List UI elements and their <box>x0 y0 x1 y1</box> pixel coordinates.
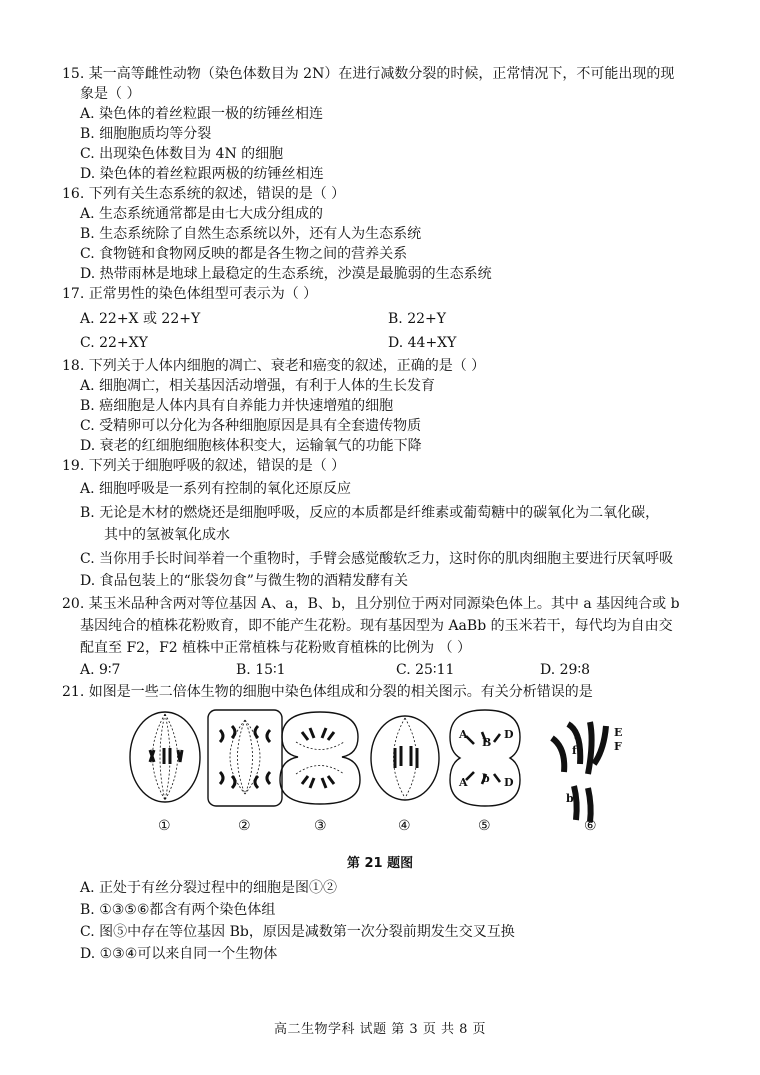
fig-label-1: ① <box>158 818 171 834</box>
q19-option-c: C. 当你用手长时间举着一个重物时，手臂会感觉酸软乏力，这时你的肌肉细胞主要进行厌氧呼吸 <box>80 551 674 567</box>
fig-label-3: ③ <box>314 818 327 834</box>
q15-option-b: B. 细胞胞质均等分裂 <box>80 126 212 142</box>
q17-option-c: C. 22+XY <box>80 335 148 351</box>
q20-option-a: A. 9∶7 <box>80 662 121 678</box>
q20-stem-line3: 配直至 F2，F2 植株中正常植株与花粉败育植株的比例为 （ ） <box>80 640 472 656</box>
q21-option-d: D. ①③④可以来自同一个生物体 <box>80 946 278 962</box>
gene-label: E <box>614 726 623 739</box>
q20-option-d: D. 29∶8 <box>540 662 590 678</box>
gene-label: A <box>459 728 468 741</box>
q20-stem-line2: 基因纯合的植株花粉败育，即不能产生花粉。现有基因型为 AaBb 的玉米若干，每代均为自由交 <box>80 618 673 634</box>
q17-option-d: D. 44+XY <box>388 335 457 351</box>
q16-option-c: C. 食物链和食物网反映的都是各生物之间的营养关系 <box>80 246 408 262</box>
q19-option-b-line1: B. 无论是木材的燃烧还是细胞呼吸，反应的本质都是纤维素或葡萄糖中的碳氧化为二氧化碳， <box>80 505 660 521</box>
q21-caption: 第 21 题图 <box>346 856 414 871</box>
q21-option-b: B. ①③⑤⑥都含有两个染色体组 <box>80 902 276 918</box>
cell-5-diagram <box>450 710 520 806</box>
q15-stem-line2: 象是（ ） <box>80 86 141 102</box>
q16-option-a: A. 生态系统通常都是由七大成分组成的 <box>80 206 324 222</box>
q20-stem-line1: 20. 某玉米品种含两对等位基因 A、a，B、b，且分别位于两对同源染色体上。其中 a 基因纯合或 b <box>62 596 680 612</box>
q15-option-a: A. 染色体的着丝粒跟一极的纺锤丝相连 <box>80 106 324 122</box>
gene-label: A <box>459 776 468 789</box>
fig-label-6: ⑥ <box>584 818 597 834</box>
gene-label: D <box>504 728 514 741</box>
q21-figure <box>120 702 640 842</box>
cell-4-diagram <box>371 716 439 800</box>
q16-stem: 16. 下列有关生态系统的叙述，错误的是（ ） <box>62 186 346 202</box>
q15-option-d: D. 染色体的着丝粒跟两极的纺锤丝相连 <box>80 166 324 182</box>
q16-option-d: D. 热带雨林是地球上最稳定的生态系统，沙漠是最脆弱的生态系统 <box>80 266 492 282</box>
q21-stem: 21. 如图是一些二倍体生物的细胞中染色体组成和分裂的相关图示。有关分析错误的是 <box>62 684 593 700</box>
q18-option-c: C. 受精卵可以分化为各种细胞原因是具有全套遗传物质 <box>80 418 422 434</box>
q18-stem: 18. 下列关于人体内细胞的凋亡、衰老和癌变的叙述，正确的是（ ） <box>62 358 486 374</box>
q19-option-d: D. 食品包装上的“胀袋勿食”与微生物的酒精发酵有关 <box>80 573 408 589</box>
gene-label: F <box>614 740 622 753</box>
gene-label: b <box>482 772 490 785</box>
q17-option-b: B. 22+Y <box>388 311 446 327</box>
gene-label: D <box>504 776 514 789</box>
q15-stem-line1: 15. 某一高等雌性动物（染色体数目为 2N）在进行减数分裂的时候，正常情况下，不可能出现的现 <box>62 66 675 82</box>
fig-label-4: ④ <box>398 818 411 834</box>
q21-option-a: A. 正处于有丝分裂过程中的细胞是图①② <box>80 880 338 896</box>
q16-option-b: B. 生态系统除了自然生态系统以外，还有人为生态系统 <box>80 226 422 242</box>
q21-cell-diagrams <box>120 702 640 842</box>
q18-option-d: D. 衰老的红细胞细胞核体积变大，运输氧气的功能下降 <box>80 438 422 454</box>
q21-option-c: C. 图⑤中存在等位基因 Bb，原因是减数第一次分裂前期发生交叉互换 <box>80 924 515 940</box>
fig-label-2: ② <box>238 818 251 834</box>
page-footer: 高二生物学科 试题 第 3 页 共 8 页 <box>274 1022 486 1037</box>
q15-option-c: C. 出现染色体数目为 4N 的细胞 <box>80 146 284 162</box>
cell-1-diagram <box>130 712 200 802</box>
q20-option-b: B. 15∶1 <box>236 662 286 678</box>
q17-option-a: A. 22+X 或 22+Y <box>80 311 201 327</box>
cell-3-diagram <box>280 712 360 804</box>
gene-label: B <box>482 736 492 749</box>
q17-stem: 17. 正常男性的染色体组型可表示为（ ） <box>62 286 318 302</box>
q19-option-a: A. 细胞呼吸是一系列有控制的氧化还原反应 <box>80 481 352 497</box>
q19-stem: 19. 下列关于细胞呼吸的叙述，错误的是（ ） <box>62 458 346 474</box>
gene-label: b <box>566 792 574 805</box>
q18-option-b: B. 癌细胞是人体内具有自养能力并快速增殖的细胞 <box>80 398 394 414</box>
cell-2-diagram <box>208 710 282 806</box>
gene-label: f <box>572 744 577 757</box>
q20-option-c: C. 25∶11 <box>396 662 455 678</box>
q19-option-b-line2: 其中的氢被氧化成水 <box>104 527 230 543</box>
q18-option-a: A. 细胞凋亡，相关基因活动增强，有利于人体的生长发育 <box>80 378 436 394</box>
fig-label-5: ⑤ <box>478 818 491 834</box>
gene-label: e <box>574 730 581 743</box>
